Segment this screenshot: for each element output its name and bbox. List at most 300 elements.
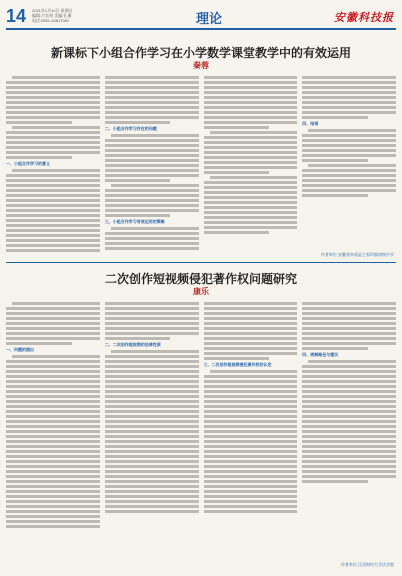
body-text-line [6,116,100,119]
body-text-line [204,91,298,94]
body-text-line [6,455,100,458]
body-text-line [302,450,396,453]
body-text-line [6,470,100,473]
body-text-line [302,475,396,478]
body-text-line [105,154,199,157]
body-text-line [6,365,100,368]
body-text-line [105,139,199,142]
body-text-line [105,302,199,305]
article1-subhead-1: 一、小组合作学习的意义 [6,161,50,166]
body-text-line [204,116,298,119]
body-text-line [6,337,100,340]
article2-title: 二次创作短视频侵犯著作权问题研究 [104,272,297,286]
body-text-line [204,206,298,209]
body-text-line [308,164,396,167]
body-text-line [6,204,100,207]
body-text-line [302,380,396,383]
body-text-line [204,186,298,189]
body-text-line [204,380,298,383]
body-text-line [302,405,396,408]
body-text-line [308,360,396,363]
body-text-line [105,247,199,250]
body-text-line [6,390,100,393]
body-text-line [105,116,199,119]
body-text-line [204,86,298,89]
body-text-line [204,201,298,204]
body-text-line [204,211,298,214]
body-text-line [105,174,199,177]
body-text-line [6,370,100,373]
body-text-line [105,430,199,433]
body-text-line [302,159,368,162]
body-text-line [6,312,100,315]
article1-column-3 [204,74,298,258]
body-text-line [302,337,396,340]
body-text-line [6,96,100,99]
body-text-line [204,231,270,234]
body-text-line [210,131,298,134]
body-text-line [302,96,396,99]
body-text-line [6,460,100,463]
body-text-line [204,510,298,513]
article2-author: 康乐 [193,287,209,296]
body-text-line [111,227,199,230]
article1-column-2 [105,74,199,258]
body-text-line [204,480,298,483]
body-text-line [302,400,396,403]
body-text-line [12,355,100,358]
body-text-line [302,455,396,458]
article1-author-note: 作者单位:安徽省阜南县王家坝镇初级中学 [320,252,394,257]
body-text-line [6,510,100,513]
page-number: 14 [6,6,27,26]
newspaper-logo: 安徽科技报 [334,12,394,24]
article2-subhead-3: 三、二次创作短视频侵犯著作权的认定 [203,362,272,367]
body-text-line [302,139,396,142]
body-text-line [105,96,199,99]
body-text-line [204,420,298,423]
body-text-line [302,420,396,423]
article2-column-3 [204,300,298,562]
body-text-line [105,199,199,202]
body-text-line [204,385,298,388]
body-text-line [105,390,199,393]
body-text-line [105,86,199,89]
body-text-line [105,322,199,325]
body-text-line [204,332,298,335]
body-text-line [6,415,100,418]
body-text-line [6,244,100,247]
body-text-line [204,312,298,315]
body-text-line [105,410,199,413]
body-text-line [105,179,171,182]
article2-subhead-2: 二、二次创作短视频的法律性质 [104,342,161,347]
article2-subhead-1: 一、问题的提出 [6,347,34,352]
body-text-line [302,174,396,177]
body-text-line [204,226,298,229]
body-text-line [105,355,199,358]
body-text-line [6,515,100,518]
meta-editor: 编辑:吕长明 美编:孔瑾 [32,13,72,18]
body-text-line [6,219,100,222]
body-text-line [302,302,396,305]
body-text-line [302,375,396,378]
body-text-line [204,166,298,169]
body-text-line [302,184,396,187]
body-text-line [308,129,396,132]
body-text-line [204,111,298,114]
body-text-line [6,380,100,383]
body-text-line [6,121,72,124]
body-text-line [204,81,298,84]
body-text-line [302,370,396,373]
body-text-line [6,194,100,197]
body-text-line [6,224,100,227]
body-text-line [204,490,298,493]
meta-phone: 电话:0551-62817061 [32,18,70,23]
body-text-line [302,415,396,418]
body-text-line [105,510,199,513]
body-text-line [105,455,199,458]
body-text-line [105,307,199,310]
body-text-line [302,430,396,433]
body-text-line [105,164,199,167]
body-text-line [204,475,298,478]
body-text-line [302,410,396,413]
body-text-line [204,76,298,79]
body-text-line [204,347,298,350]
body-text-line [302,312,396,315]
body-text-line [302,101,396,104]
body-text-line [204,191,298,194]
article1-title: 新课标下小组合作学习在小学数学课堂教学中的有效运用 [50,46,351,60]
body-text-line [302,91,396,94]
body-text-line [6,307,100,310]
body-text-line [302,435,396,438]
body-text-line [6,322,100,325]
body-text-line [6,385,100,388]
body-text-line [204,405,298,408]
header-meta [32,8,73,23]
article2-column-1 [6,300,100,562]
body-text-line [105,475,199,478]
body-text-line [105,76,199,79]
body-text-line [105,415,199,418]
body-text-line [105,327,199,330]
body-text-line [6,430,100,433]
body-text-line [105,380,199,383]
body-text-line [111,134,199,137]
body-text-line [12,169,100,172]
body-text-line [105,106,199,109]
body-text-line [204,302,298,305]
body-text-line [204,395,298,398]
body-text-line [6,420,100,423]
body-text-line [105,317,199,320]
body-text-line [6,106,100,109]
body-text-line [204,181,298,184]
body-text-line [105,460,199,463]
body-text-line [6,495,100,498]
body-text-line [6,101,100,104]
body-text-line [302,385,396,388]
body-text-line [302,322,396,325]
body-text-line [302,116,368,119]
body-text-line [105,480,199,483]
body-text-line [302,86,396,89]
body-text-line [204,101,298,104]
body-text-line [6,184,100,187]
body-text-line [302,327,396,330]
body-text-line [302,470,396,473]
body-text-line [6,86,100,89]
body-text-line [302,390,396,393]
body-text-line [105,450,199,453]
body-text-line [105,144,199,147]
body-text-line [105,194,199,197]
body-text-line [204,156,298,159]
body-text-line [6,332,100,335]
body-text-line [6,400,100,403]
body-text-line [204,121,298,124]
body-text-line [204,161,298,164]
article2-column-2 [105,300,199,562]
body-text-line [105,505,199,508]
body-text-line [105,237,199,240]
body-text-line [105,490,199,493]
body-text-line [302,347,368,350]
body-text-line [105,470,199,473]
body-text-line [210,370,298,373]
body-text-line [302,460,396,463]
body-text-line [105,500,199,503]
body-text-line [204,171,270,174]
body-text-line [12,76,100,79]
body-text-line [6,229,100,232]
body-text-line [204,500,298,503]
body-text-line [105,159,199,162]
body-text-line [204,450,298,453]
body-text-line [6,435,100,438]
body-text-line [204,455,298,458]
body-text-line [204,96,298,99]
body-text-line [204,460,298,463]
body-text-line [105,385,199,388]
body-text-line [204,307,298,310]
body-text-line [105,337,171,340]
body-text-line [6,179,100,182]
body-text-line [6,500,100,503]
body-text-line [204,322,298,325]
body-text-line [105,375,199,378]
body-text-line [204,445,298,448]
body-text-line [6,465,100,468]
body-text-line [105,312,199,315]
body-text-line [204,317,298,320]
body-text-line [302,465,396,468]
body-text-line [302,194,368,197]
body-text-line [6,410,100,413]
body-text-line [105,101,199,104]
body-text-line [12,302,100,305]
body-text-line [204,141,298,144]
body-text-line [204,216,298,219]
body-text-line [6,189,100,192]
body-text-line [204,470,298,473]
body-text-line [105,204,199,207]
article-divider [6,262,396,263]
article1-column-1 [6,74,100,258]
body-text-line [105,465,199,468]
body-text-line [204,337,298,340]
body-text-line [204,126,270,129]
body-text-line [105,370,199,373]
body-text-line [302,440,396,443]
body-text-line [105,400,199,403]
body-text-line [105,209,199,212]
article2-column-4 [302,300,396,562]
body-text-line [6,480,100,483]
body-text-line [105,440,199,443]
body-text-line [6,209,100,212]
body-text-line [6,146,100,149]
body-text-line [6,249,100,252]
body-text-line [6,342,72,345]
body-text-line [302,81,396,84]
article2-body [6,300,396,562]
body-text-line [6,520,100,523]
body-text-line [6,239,100,242]
body-text-line [105,169,199,172]
body-text-line [105,485,199,488]
body-text-line [6,505,100,508]
article1-author: 秦蓉 [193,61,209,70]
body-text-line [204,410,298,413]
body-text-line [302,480,368,483]
body-text-line [302,189,396,192]
body-text-line [6,490,100,493]
body-text-line [105,425,199,428]
body-text-line [105,214,171,217]
body-text-line [105,445,199,448]
body-text-line [302,342,396,345]
article2-subhead-4: 四、规制路径与建议 [302,352,339,357]
body-text-line [302,332,396,335]
body-text-line [302,445,396,448]
body-text-line [105,405,199,408]
meta-date: 2021年1月10日 星期日 [32,8,73,13]
body-text-line [204,430,298,433]
body-text-line [204,342,298,345]
body-text-line [204,485,298,488]
body-text-line [204,151,298,154]
body-text-line [6,131,100,134]
body-text-line [6,440,100,443]
body-text-line [6,395,100,398]
body-text-line [204,221,298,224]
body-text-line [302,106,396,109]
body-text-line [302,395,396,398]
body-text-line [302,144,396,147]
body-text-line [302,154,396,157]
body-text-line [105,149,199,152]
body-text-line [105,332,199,335]
body-text-line [105,495,199,498]
body-text-line [6,317,100,320]
body-text-line [204,390,298,393]
body-text-line [6,136,100,139]
body-text-line [6,174,100,177]
body-text-line [6,91,100,94]
body-text-line [204,327,298,330]
body-text-line [111,350,199,353]
body-text-line [6,425,100,428]
body-text-line [204,435,298,438]
body-text-line [302,317,396,320]
body-text-line [105,111,199,114]
body-text-line [204,440,298,443]
body-text-line [302,179,396,182]
body-text-line [204,352,298,355]
body-text-line [105,81,199,84]
body-text-line [204,357,270,360]
body-text-line [6,405,100,408]
body-text-line [204,495,298,498]
body-text-line [302,111,396,114]
body-text-line [204,146,298,149]
body-text-line [6,141,100,144]
body-text-line [6,81,100,84]
body-text-line [204,400,298,403]
body-text-line [302,149,396,152]
body-text-line [6,475,100,478]
body-text-line [6,525,100,528]
body-text-line [6,327,100,330]
article1-subhead-4: 四、结语 [302,121,319,126]
body-text-line [204,465,298,468]
body-text-line [6,151,100,154]
body-text-line [204,505,298,508]
body-text-line [105,395,199,398]
body-text-line [105,91,199,94]
body-text-line [302,425,396,428]
body-text-line [302,134,396,137]
body-text-line [105,420,199,423]
body-text-line [6,199,100,202]
body-text-line [12,126,100,129]
body-text-line [204,196,298,199]
article1-body [6,74,396,258]
body-text-line [204,106,298,109]
body-text-line [6,360,100,363]
body-text-line [105,232,199,235]
body-text-line [6,111,100,114]
body-text-line [6,485,100,488]
article1-subhead-3: 三、小组合作学习有效运用的策略 [104,219,165,224]
body-text-line [204,415,298,418]
body-text-line [210,176,298,179]
section-title: 理论 [196,11,223,26]
body-text-line [204,425,298,428]
body-text-line [302,169,396,172]
body-text-line [302,365,396,368]
body-text-line [6,450,100,453]
article1-column-4 [302,74,396,258]
body-text-line [6,375,100,378]
body-text-line [105,189,199,192]
body-text-line [6,156,72,159]
body-text-line [105,121,171,124]
